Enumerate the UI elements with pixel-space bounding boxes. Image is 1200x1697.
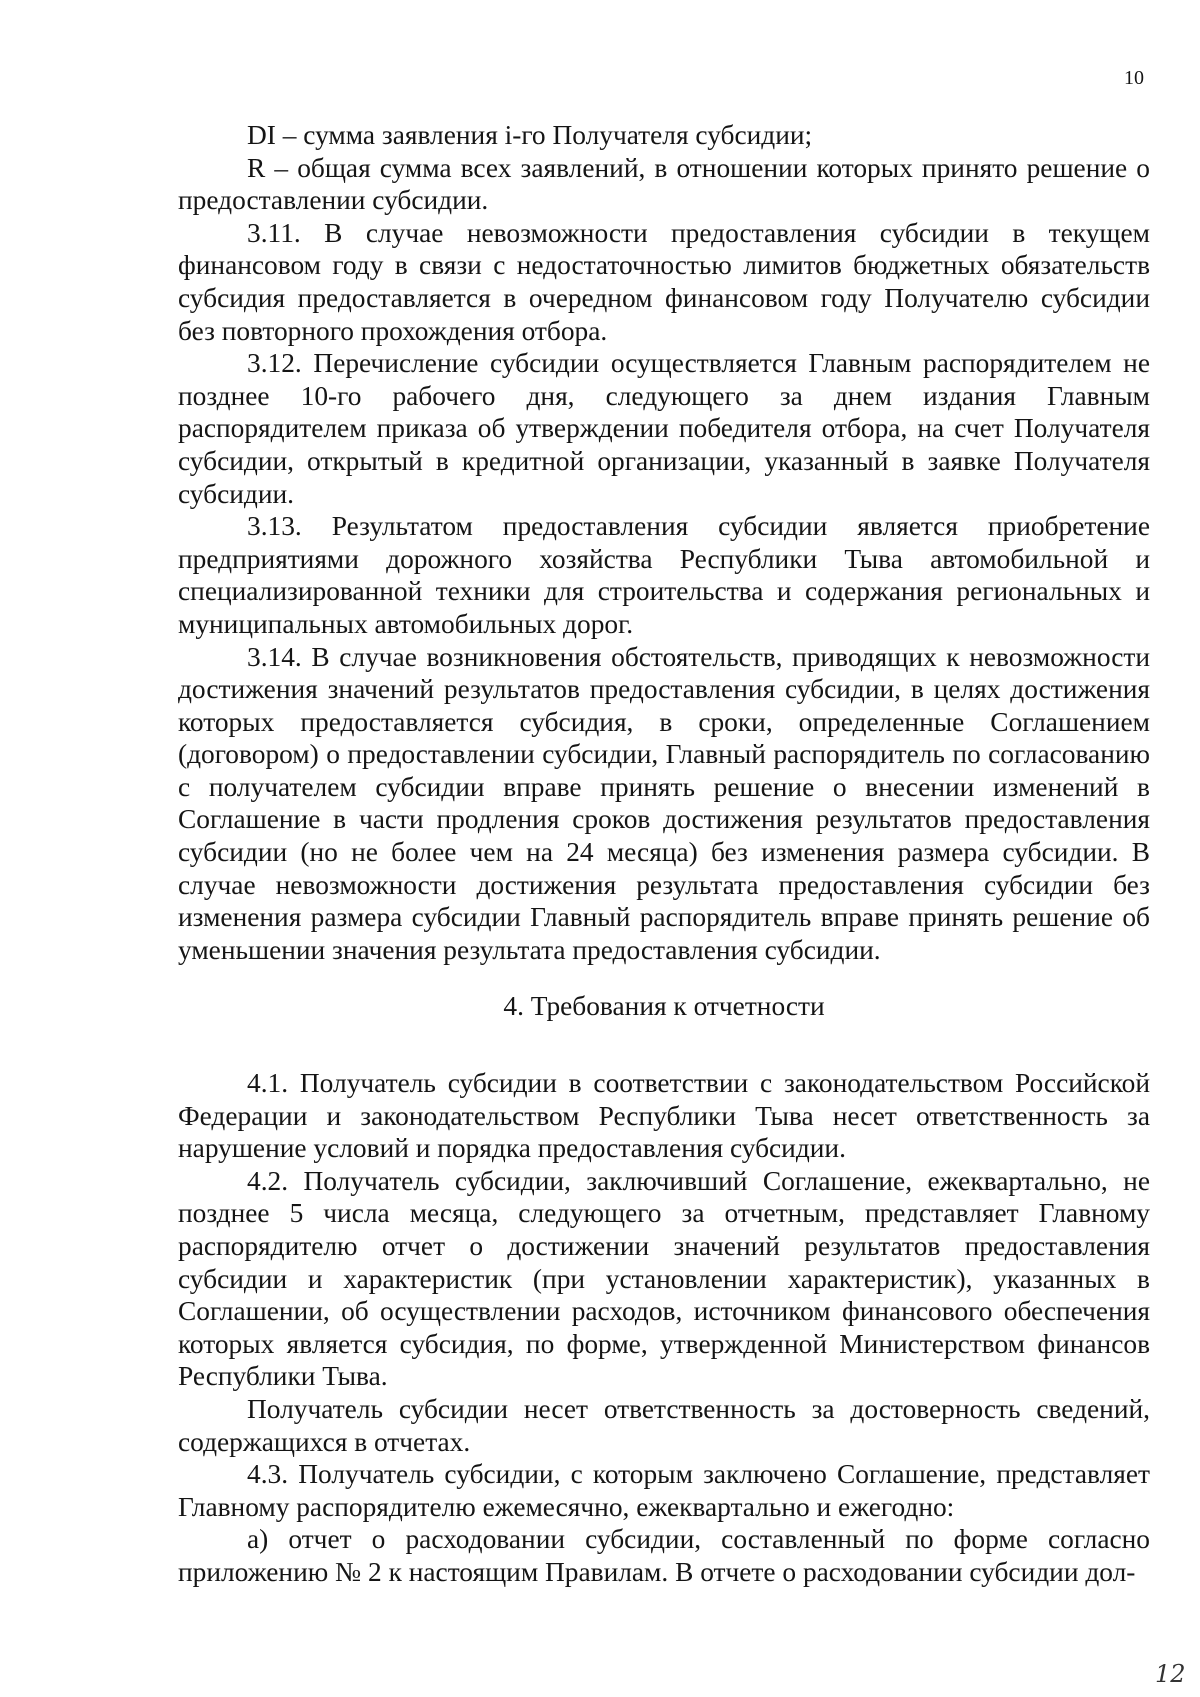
document-body xyxy=(178,119,1150,1589)
paragraph-3-13: 3.13. Результатом предоставления субсидии является приобретение предприятиями дорожного хозяйства Республики Тыва автомобильной и специализированной техники для строительства и содержания региональных и муниципальных автомобильных дорог. xyxy=(178,511,1150,639)
paragraph-4-2: 4.2. Получатель субсидии, заключивший Соглашение, ежеквартально, не позднее 5 числа месяца, следующего за отчетным, представляет Главному распорядителю отчет о достижении значений результатов предоставления субсидии и характеристик (при установлении характеристик), указанных в Соглашении, об осуществлении расходов, источником финансового обеспечения которых является субсидия, по форме, утвержденной Министерством финансов Республики Тыва. xyxy=(178,1165,1150,1392)
paragraph-3-14: 3.14. В случае возникновения обстоятельств, приводящих к невозможности достижения значений результатов предоставления субсидии, в целях достижения которых предоставляется субсидия, в сроки, определенные Соглашением (договором) о предоставлении субсидии, Главный распорядитель по согласованию с получателем субсидии вправе принять решение о внесении изменений в Соглашение в части продления сроков достижения результатов предоставления субсидии (но не более чем на 24 месяца) без изменения размера субсидии. В случае невозможности достижения результата предоставления субсидии без изменения размера субсидии Главный распорядитель вправе принять решение об уменьшении значения результата предоставления субсидии. xyxy=(178,641,1150,965)
paragraph-4-2-responsibility: Получатель субсидии несет ответственность за достоверность сведений, содержащихся в отчетах. xyxy=(178,1393,1150,1457)
paragraph-3-12: 3.12. Перечисление субсидии осуществляется Главным распорядителем не позднее 10-го рабочего дня, следующего за днем издания Главным распорядителем приказа об утверждении победителя отбора, на счет Получателя субсидии, открытый в кредитной организации, указанный в заявке Получателя субсидии. xyxy=(178,348,1150,509)
paragraph-r-definition: R – общая сумма всех заявлений, в отношении которых принято решение о предоставлении субсидии. xyxy=(178,152,1150,216)
paragraph-4-3: 4.3. Получатель субсидии, с которым заключено Соглашение, представляет Главному распорядителю ежемесячно, ежеквартально и ежегодно: xyxy=(178,1459,1150,1522)
paragraph-4-1: 4.1. Получатель субсидии в соответствии с законодательством Российской Федерации и законодательством Республики Тыва несет ответственность за нарушение условий и порядка предоставления субсидии. xyxy=(178,1068,1150,1164)
paragraph-3-11: 3.11. В случае невозможности предоставления субсидии в текущем финансовом году в связи с недостаточностью лимитов бюджетных обязательств субсидия предоставляется в очередном финансовом году Получателю субсидии без повторного прохождения отбора. xyxy=(178,217,1150,346)
handwritten-page-mark: 12 xyxy=(1155,1660,1186,1688)
page-number: 10 xyxy=(1124,67,1144,89)
paragraph-di-definition: DI – сумма заявления i-го Получателя субсидии; xyxy=(247,120,813,150)
section-heading: 4. Требования к отчетности xyxy=(503,991,825,1022)
paragraph-4-3-a: а) отчет о расходовании субсидии, составленный по форме согласно приложению № 2 к настоящим Правилам. В отчете о расходовании субсидии дол- xyxy=(178,1524,1150,1587)
